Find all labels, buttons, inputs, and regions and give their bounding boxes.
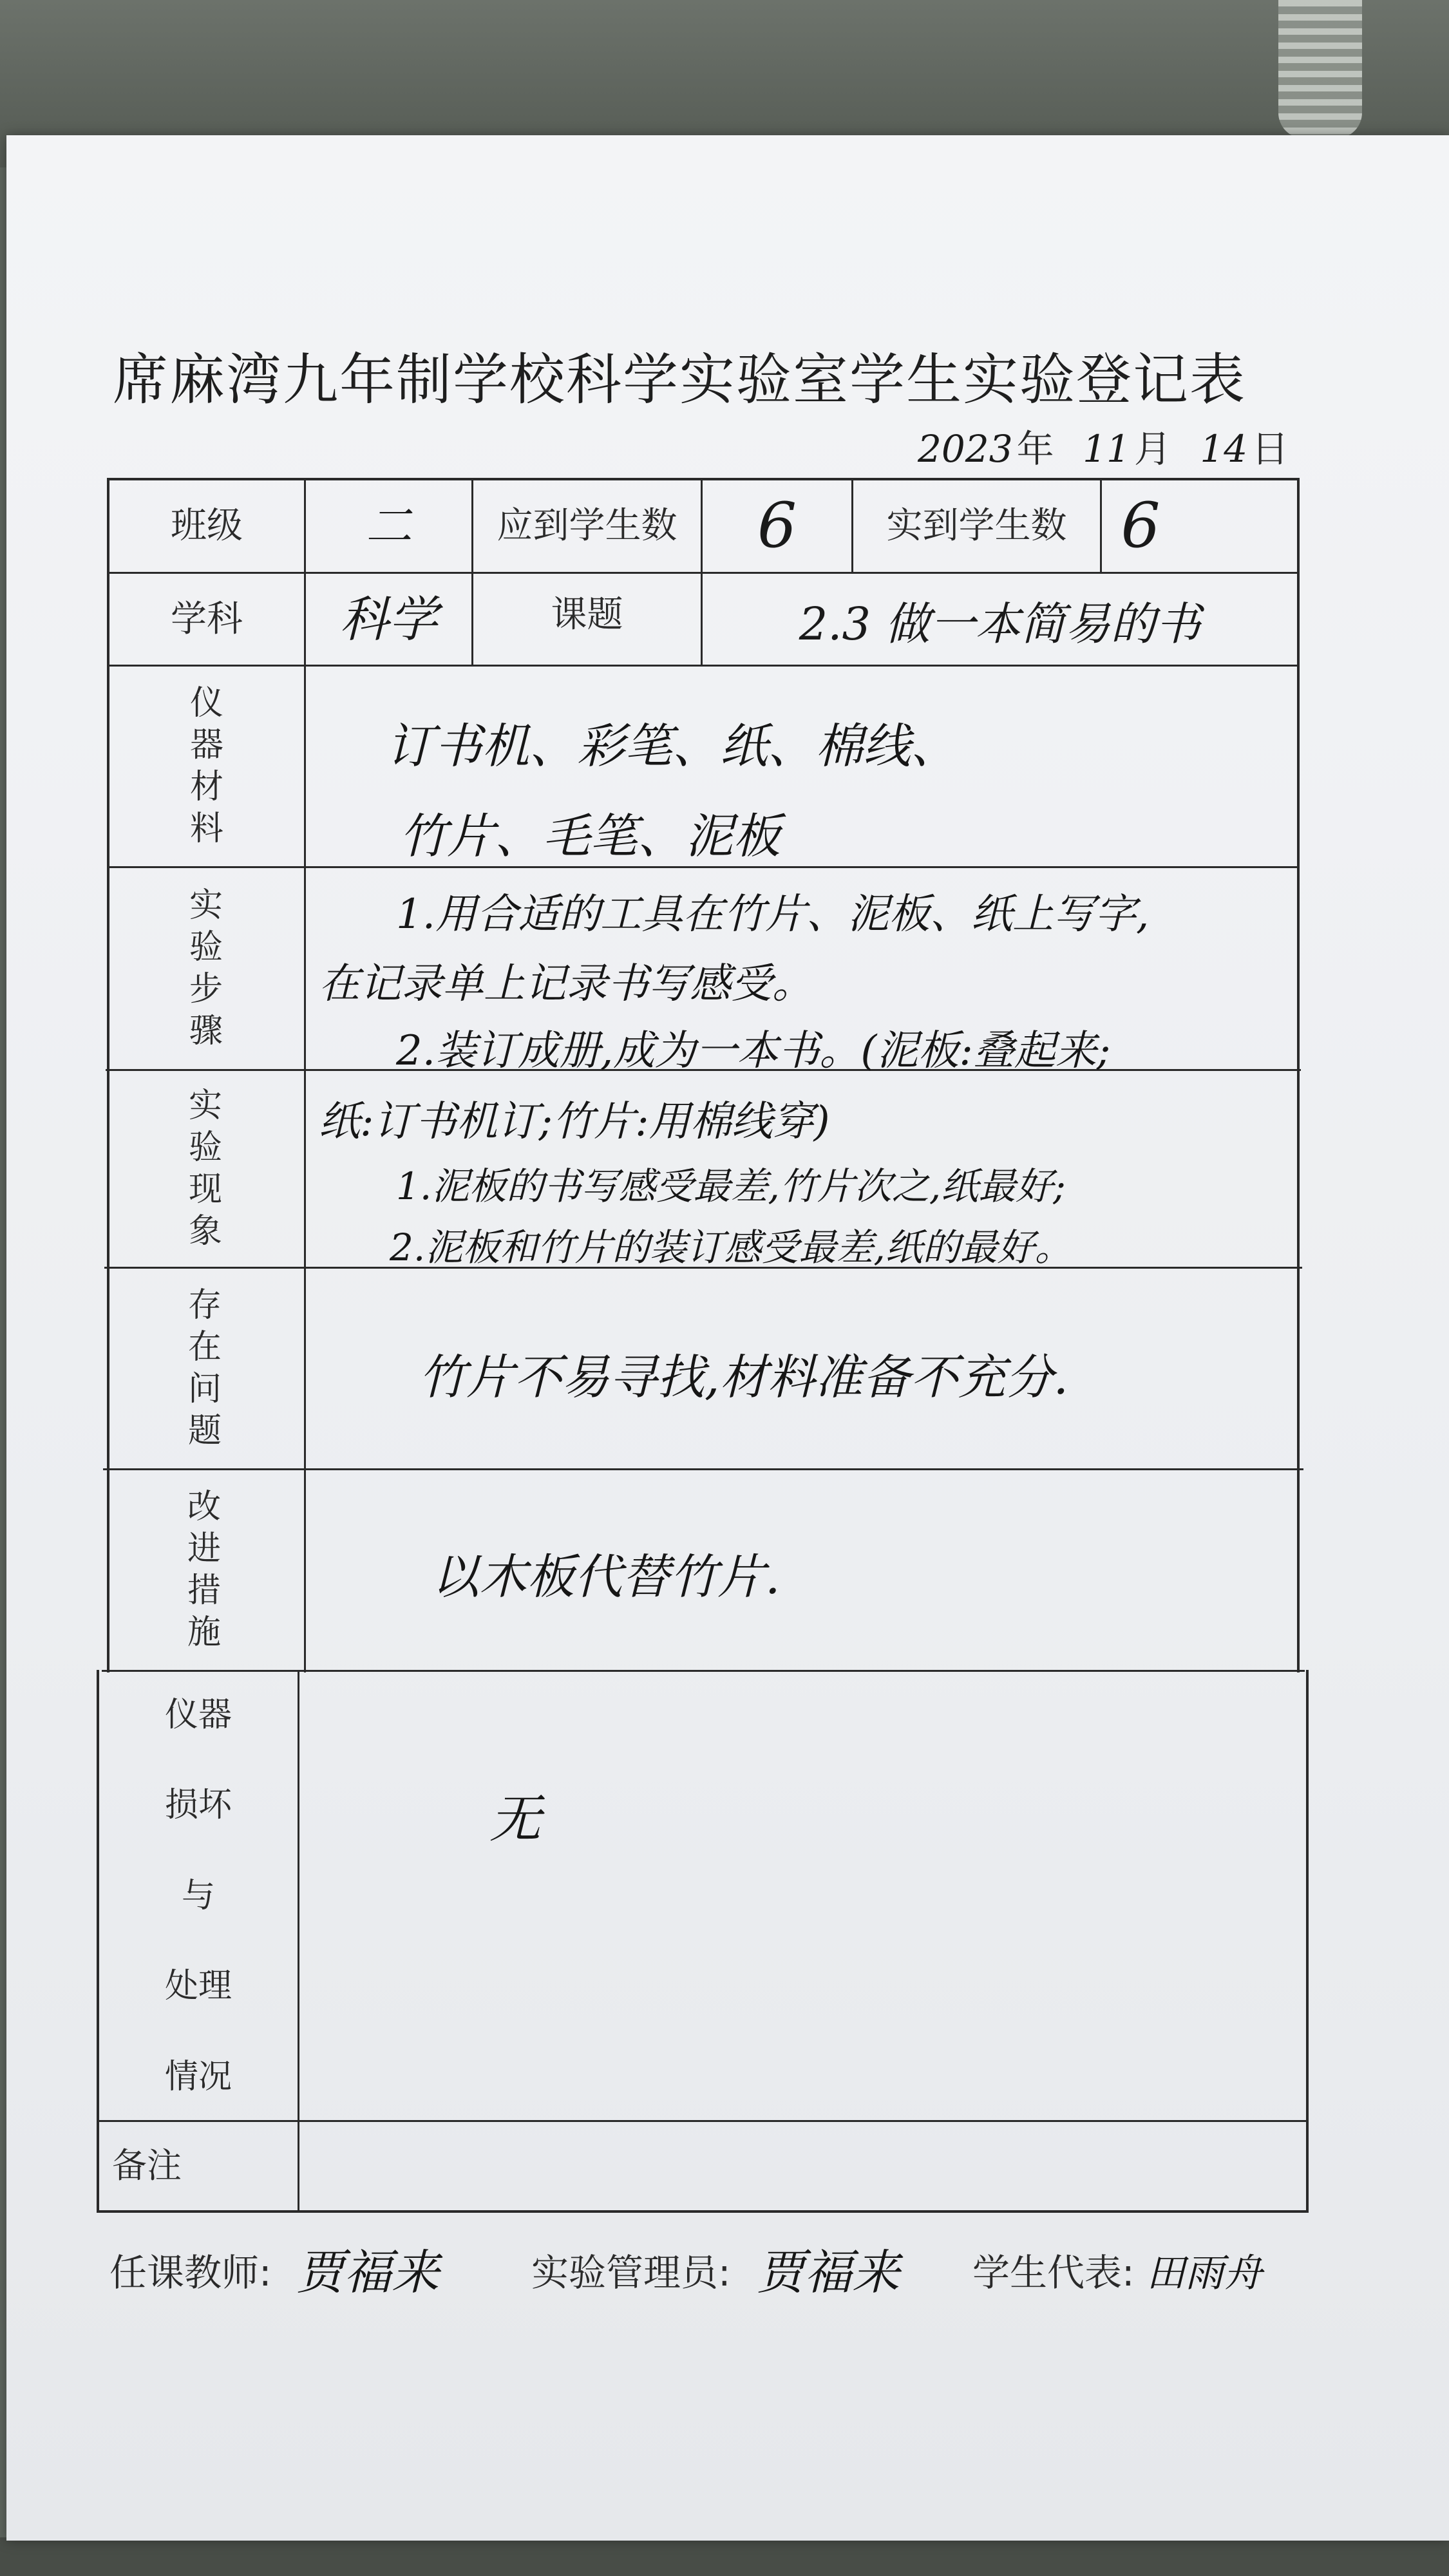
materials-line-1: 订书机、彩笔、纸、棉线、	[386, 719, 958, 774]
steps-line-3: 2.装订成册,成为一本书。(泥板:叠起来;	[396, 1027, 1111, 1075]
damage-label-part: 处理	[164, 1967, 232, 2006]
materials-label	[109, 667, 304, 866]
problems-label-char: 题	[187, 1412, 222, 1450]
materials-line-2: 竹片、毛笔、泥板	[399, 809, 781, 864]
steps-label-char: 步	[189, 970, 223, 1009]
date-month-unit: 月	[1133, 427, 1171, 471]
damage-label	[99, 1672, 298, 2120]
expected-students-label: 应到学生数	[497, 505, 677, 547]
problems-text: 竹片不易寻找,材料准备不充分.	[419, 1350, 1069, 1405]
problems-label-char: 在	[187, 1328, 222, 1367]
topic-label: 课题	[551, 594, 623, 636]
date-month: 11	[1083, 427, 1130, 471]
date-day: 14	[1200, 427, 1248, 471]
date-year-unit: 年	[1016, 427, 1054, 471]
subject-value: 科学	[339, 590, 438, 648]
improvements-text: 以木板代替竹片.	[431, 1549, 781, 1605]
phenomena-label	[107, 1071, 304, 1267]
actual-students-value: 6	[1121, 489, 1160, 562]
teacher-label: 任课教师:	[109, 2251, 272, 2295]
problems-label-char: 存	[187, 1286, 222, 1325]
phenomena-line-3: 2.泥板和竹片的装订感受最差,纸的最好。	[390, 1226, 1072, 1269]
improvements-label	[104, 1470, 304, 1670]
row-line-8	[98, 2120, 1307, 2122]
student-rep-label: 学生代表:	[972, 2251, 1135, 2295]
steps-line-1: 1.用合适的工具在竹片、泥板、纸上写字,	[396, 891, 1150, 938]
form-title: 席麻湾九年制学校科学实验室学生实验登记表	[113, 348, 1246, 412]
class-label: 班级	[171, 505, 243, 547]
steps-label-char: 验	[189, 928, 223, 967]
teacher-signature: 贾福来	[296, 2245, 439, 2300]
expected-students-value: 6	[757, 489, 797, 562]
damage-label-part: 损坏	[164, 1786, 232, 1825]
materials-label-char: 器	[189, 726, 223, 764]
damage-label-part: 与	[181, 1876, 215, 1915]
phenomena-label-char: 象	[188, 1212, 222, 1251]
materials-label-char: 料	[189, 810, 223, 848]
table-border-right	[1297, 478, 1300, 1672]
steps-line-2: 在记录单上记录书写感受。	[319, 960, 813, 1008]
damage-label-part: 仪器	[164, 1696, 232, 1735]
signature-row	[109, 2230, 1333, 2300]
materials-label-char: 材	[189, 768, 223, 806]
date-day-unit: 日	[1251, 427, 1289, 471]
actual-students-label: 实到学生数	[886, 505, 1067, 547]
admin-signature: 贾福来	[757, 2245, 900, 2300]
damage-text: 无	[489, 1789, 541, 1849]
phenomena-line-1: 纸:订书机订;竹片:用棉线穿)	[319, 1098, 830, 1146]
class-value: 二	[365, 498, 412, 553]
improvements-label-char: 进	[187, 1530, 221, 1568]
subject-label: 学科	[171, 598, 243, 640]
problems-label-char: 问	[187, 1370, 222, 1408]
problems-label	[106, 1269, 304, 1468]
damage-label-part: 情况	[164, 2057, 232, 2096]
date-year: 2023	[918, 427, 1013, 471]
student-rep-signature: 田雨舟	[1146, 2251, 1262, 2296]
admin-label: 实验管理员:	[531, 2251, 731, 2295]
label-column-divider-lower	[298, 1670, 299, 2213]
table-border-right-lower	[1306, 1670, 1309, 2213]
phenomena-line-2: 1.泥板的书写感受最差,竹片次之,纸最好;	[396, 1164, 1066, 1208]
steps-label-char: 实	[189, 886, 223, 925]
table-border-bottom	[97, 2210, 1309, 2213]
phenomena-label-char: 现	[188, 1170, 222, 1209]
remarks-label: 备注	[112, 2145, 182, 2186]
phenomena-label-char: 实	[188, 1086, 222, 1125]
improvements-label-char: 措	[187, 1571, 221, 1610]
steps-label	[108, 868, 304, 1069]
materials-label-char: 仪	[189, 684, 223, 723]
steps-label-char: 骤	[189, 1012, 223, 1050]
phenomena-label-char: 验	[188, 1128, 222, 1167]
improvements-label-char: 改	[187, 1488, 221, 1526]
improvements-label-char: 施	[187, 1613, 221, 1652]
topic-value: 2.3 做一本简易的书	[799, 597, 1201, 650]
